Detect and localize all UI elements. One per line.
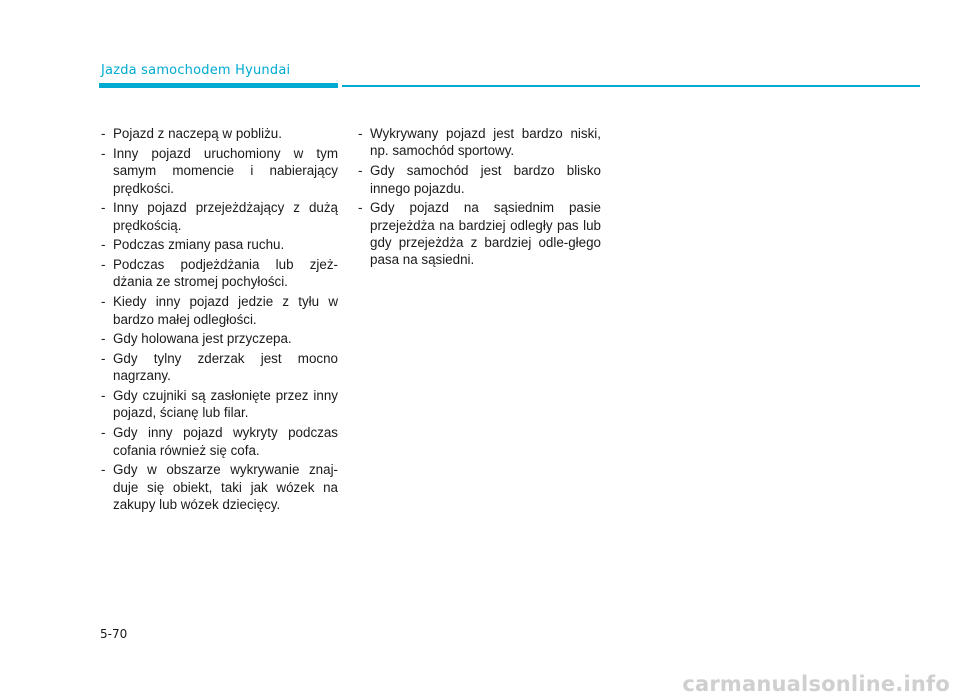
list-item [358,162,601,197]
list-dash: - [101,425,106,441]
list-item [101,236,338,253]
list-item [101,387,338,422]
list-item [101,350,338,385]
list-item-text: Podczas zmiany pasa ruchu. [113,237,285,253]
list-item [101,461,338,513]
list-item-text: Gdy czujniki są zasłonięte przez inny pojazd, ścianę lub filar. [113,388,338,421]
list-dash: - [101,200,106,216]
list-dash: - [101,388,106,404]
list-item-text: Podczas podjeżdżania lub zjeż-dżania ze stromej pochyłości. [113,257,338,290]
list-item [358,199,601,269]
list-dash: - [101,331,106,347]
list-item-text: Gdy inny pojazd wykryty podczas cofania również się cofa. [113,425,338,458]
header-rule-thin [342,85,920,87]
list-item [101,125,338,142]
section-title: Jazda samochodem Hyundai [101,63,291,78]
list-dash: - [101,237,106,253]
list-dash: - [101,462,106,478]
list-item-text: Wykrywany pojazd jest bardzo niski, np. samochód sportowy. [370,126,601,159]
list-item-text: Inny pojazd przejeżdżający z dużą prędkością. [113,200,338,233]
list-item-text: Kiedy inny pojazd jedzie z tyłu w bardzo małej odległości. [113,294,338,327]
list-item-text: Gdy holowana jest przyczepa. [113,331,292,347]
list-dash: - [101,126,106,141]
list-dash: - [101,257,106,273]
right-column-list [358,125,601,271]
list-item [101,424,338,459]
header-rule-thick [99,83,338,88]
list-item [358,125,601,160]
list-item-text: Gdy w obszarze wykrywanie znaj-duje się obiekt, taki jak wózek na zakupy lub wózek dziecięcy. [113,462,338,513]
list-item [101,199,338,234]
list-item-text: Gdy samochód jest bardzo blisko innego pojazdu. [370,163,601,196]
list-item-text: Inny pojazd uruchomiony w tym samym momencie i nabierający prędkości. [113,145,338,196]
list-dash: - [358,126,363,141]
list-dash: - [358,163,363,179]
list-dash: - [101,145,106,161]
left-column-list [101,125,338,516]
list-dash: - [101,350,106,366]
list-item [101,293,338,328]
list-item [101,256,338,291]
list-item-text: Pojazd z naczepą w pobliżu. [113,126,282,141]
list-item-text: Gdy pojazd na sąsiednim pasie przejeżdża na bardziej odległy pas lub gdy przejeżdża z bardziej odle-głego pasa na sąsiedni. [370,200,601,268]
list-dash: - [358,200,363,216]
page-number: 5-70 [100,627,128,641]
list-item-text: Gdy tylny zderzak jest mocno nagrzany. [113,350,338,384]
watermark: carmanualsonline.info [682,672,950,696]
list-item [101,330,338,347]
list-item [101,145,338,197]
list-dash: - [101,294,106,310]
